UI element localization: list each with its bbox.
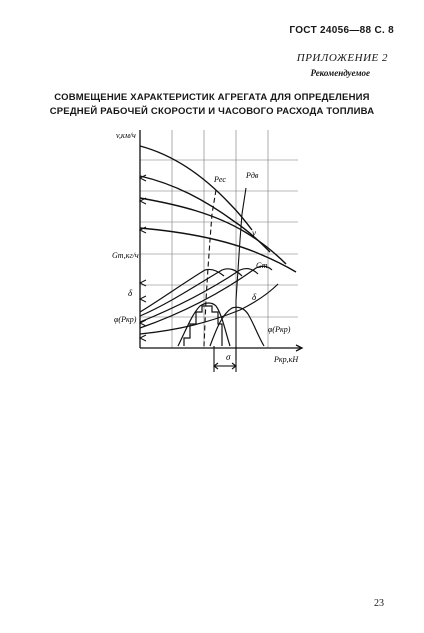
load-distribution	[178, 303, 264, 346]
slip-curve-label: δ	[252, 292, 257, 302]
y-axis-phi-label: φ(Pкр)	[114, 315, 137, 324]
title-line-2: СРЕДНЕЙ РАБОЧЕЙ СКОРОСТИ И ЧАСОВОГО РАСХОДА ТОПЛИВА	[49, 106, 375, 117]
page-number: 23	[374, 598, 384, 609]
velocity-curve-label: v	[252, 228, 256, 238]
sigma-label: σ	[226, 352, 231, 362]
pdv-label: Pдв	[246, 171, 259, 180]
grid	[140, 130, 298, 348]
y-axis-delta-label: δ	[128, 288, 133, 298]
velocity-curves	[140, 146, 296, 272]
x-axis-label: Pкр,кН	[274, 355, 299, 364]
y-axis-fuel-label: Gт,кг/ч	[112, 251, 139, 260]
title-line-1: СОВМЕЩЕНИЕ ХАРАКТЕРИСТИК АГРЕГАТА ДЛЯ ОПРЕДЕЛЕНИЯ	[54, 92, 370, 103]
distribution-label: φ(Pкр)	[268, 325, 291, 334]
appendix-label: ПРИЛОЖЕНИЕ 2	[296, 52, 388, 64]
standard-reference: ГОСТ 24056—88 С. 8	[289, 25, 394, 36]
fuel-curve-label: Gт	[256, 261, 268, 270]
y-axis-velocity-label: v,км/ч	[116, 131, 136, 140]
appendix-status: Рекомендуемое	[310, 68, 370, 78]
pec-label: Pес	[214, 175, 226, 184]
slip-curve	[140, 284, 278, 334]
